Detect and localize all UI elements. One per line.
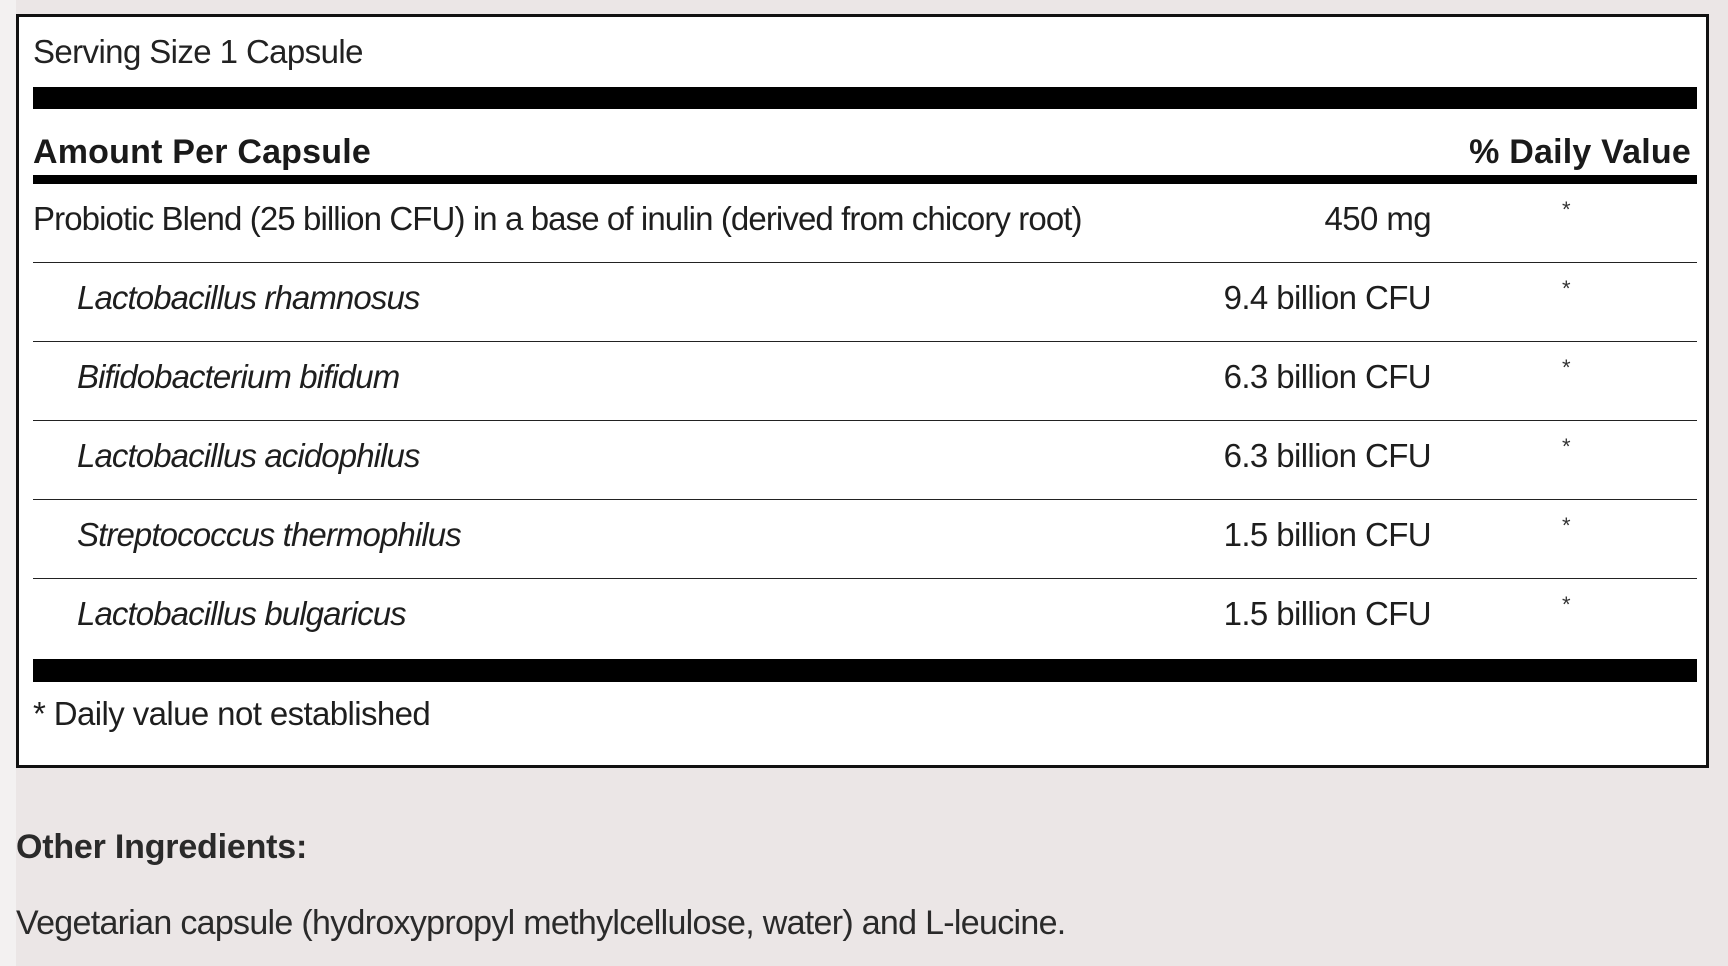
- other-ingredients-text: Vegetarian capsule (hydroxypropyl methylcellulose, water) and L-leucine.: [16, 904, 1066, 942]
- table-row: [33, 579, 1697, 658]
- table-row: [33, 342, 1697, 421]
- ingredient-daily-value: *: [1562, 513, 1571, 538]
- facts-header-row: [33, 117, 1697, 171]
- ingredient-daily-value: *: [1562, 197, 1571, 222]
- other-ingredients-heading: Other Ingredients:: [16, 828, 308, 866]
- thick-divider-header: [33, 175, 1697, 184]
- table-row: [33, 421, 1697, 500]
- ingredient-daily-value: *: [1562, 592, 1571, 617]
- ingredient-amount: 1.5 billion CFU: [1223, 595, 1431, 632]
- ingredient-name: Lactobacillus bulgaricus: [77, 595, 406, 632]
- serving-size: Serving Size 1 Capsule: [33, 33, 363, 70]
- daily-value-heading: % Daily Value: [1469, 133, 1691, 171]
- ingredient-amount: 450 mg: [1324, 200, 1431, 237]
- thick-divider-bottom: [33, 659, 1697, 682]
- ingredient-name: Bifidobacterium bifidum: [77, 358, 400, 395]
- ingredient-amount: 6.3 billion CFU: [1223, 358, 1431, 395]
- ingredient-rows: [33, 184, 1697, 658]
- ingredient-daily-value: *: [1562, 355, 1571, 380]
- daily-value-footnote: * Daily value not established: [33, 695, 431, 732]
- ingredient-name: Lactobacillus acidophilus: [77, 437, 420, 474]
- ingredient-amount: 1.5 billion CFU: [1223, 516, 1431, 553]
- thick-divider-top: [33, 87, 1697, 109]
- ingredient-amount: 9.4 billion CFU: [1223, 279, 1431, 316]
- ingredient-daily-value: *: [1562, 276, 1571, 301]
- left-margin-strip: [0, 0, 16, 966]
- ingredient-name: Lactobacillus rhamnosus: [77, 279, 420, 316]
- ingredient-daily-value: *: [1562, 434, 1571, 459]
- ingredient-name: Probiotic Blend (25 billion CFU) in a base of inulin (derived from chicory root): [33, 200, 1082, 237]
- amount-per-capsule-heading: Amount Per Capsule: [33, 133, 371, 171]
- table-row: [33, 184, 1697, 263]
- table-row: [33, 263, 1697, 342]
- supplement-facts-panel: [16, 14, 1709, 768]
- table-row: [33, 500, 1697, 579]
- ingredient-name: Streptococcus thermophilus: [77, 516, 461, 553]
- ingredient-amount: 6.3 billion CFU: [1223, 437, 1431, 474]
